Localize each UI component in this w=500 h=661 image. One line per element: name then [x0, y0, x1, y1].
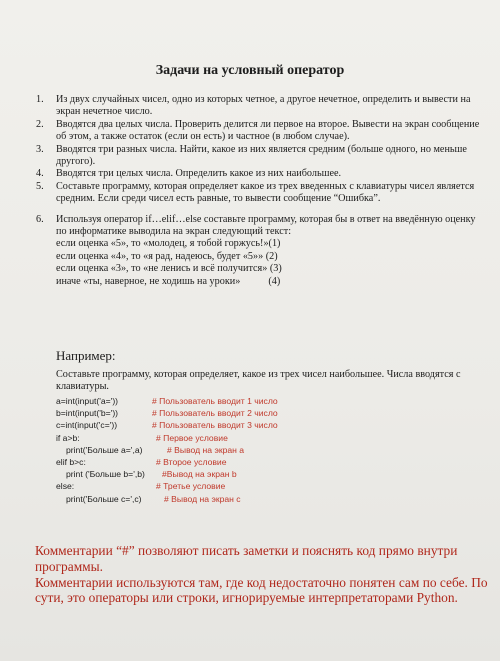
task-number: 6.	[36, 213, 44, 225]
condition-line: если оценка «3», то «не ленись и всё получится» (3)	[56, 263, 282, 275]
code-comment: # Пользователь вводит 3 число	[152, 420, 278, 431]
task-text: Вводятся три разных числа. Найти, какое из них является средним (больше одного, но меньше другого).	[56, 143, 467, 168]
code-comment: # Третье условие	[156, 481, 226, 492]
code-text: if a>b:	[56, 432, 80, 443]
code-text: else:	[56, 481, 75, 492]
task-list	[36, 94, 488, 288]
code-text: print('Больше a=',a)	[66, 444, 143, 455]
code-text: a=int(input('a='))	[56, 396, 119, 406]
code-line	[56, 469, 476, 481]
code-line	[56, 494, 476, 506]
code-text: b=int(input('b='))	[56, 408, 119, 419]
comments-note	[35, 543, 490, 606]
code-comment: # Пользователь вводит 2 число	[152, 408, 278, 419]
code-line	[56, 433, 476, 445]
example-heading: Например:	[56, 348, 116, 363]
condition-line: иначе «ты, наверное, не ходишь на уроки» (4)	[56, 275, 281, 287]
code-text: elif b>c:	[56, 456, 86, 467]
task-number: 1.	[36, 94, 44, 105]
task-text: Составьте программу, которая определяет какое из трех введенных с клавиатуры чисел является средним. Если среди чисел есть равные, то вывести сообщение “Ошибка”.	[56, 180, 475, 205]
task-number: 4.	[36, 168, 44, 180]
task-item	[36, 119, 488, 144]
condition-line: если оценка «5», то «молодец, я тобой горжусь!»(1)	[56, 238, 281, 250]
code-line	[56, 457, 476, 469]
task-number: 5.	[36, 180, 44, 192]
code-comment: # Вывод на экран а	[167, 444, 245, 455]
task-text: Из двух случайных чисел, одно из которых четное, а другое нечетное, определить и вывести на экран нечетное число.	[56, 94, 471, 118]
example-description: Составьте программу, которая определяет, какое из трех чисел наибольшее. Числа вводятся с клавиатуры.	[56, 369, 461, 392]
code-text: print('Больше c=',c)	[66, 493, 142, 504]
code-comment: # Первое условие	[156, 432, 228, 443]
task-item	[36, 181, 488, 206]
task-item	[36, 94, 488, 119]
code-line	[56, 408, 476, 420]
task-6-conditions	[56, 238, 488, 288]
task-item	[36, 168, 488, 180]
code-line	[56, 445, 476, 457]
task-number: 3.	[36, 143, 44, 155]
page-title: Задачи на условный оператор	[155, 63, 345, 78]
task-6-body	[56, 214, 488, 288]
task-text: Вводятся три целых числа. Определить какое из них наибольшее.	[56, 168, 342, 180]
task-item	[36, 144, 488, 169]
code-comment: #Вывод на экран b	[162, 469, 237, 480]
code-comment: # Вывод на экран с	[164, 493, 241, 504]
code-line	[56, 481, 476, 493]
task-text: Вводятся два целых числа. Проверить делится ли первое на второе. Вывести на экран сообщение об этом, а также остаток (если он есть) и частное (в любом случае).	[56, 118, 480, 143]
task-6-intro: Используя оператор if…elif…else составьте программу, которая бы в ответ на введённую оценку по информатике выводила на экран следующий текст:	[56, 213, 476, 238]
code-line	[56, 396, 476, 408]
comments-note-paragraph: Комментарии “#” позволяют писать заметки и пояснять код прямо внутри программы.	[35, 543, 458, 574]
code-text: print ('Больше b=',b)	[66, 469, 145, 480]
comments-note-paragraph: Комментарии используются там, где код недостаточно понятен сам по себе. По сути, это операторы или строки, игнорируемые интерпретаторами Python.	[35, 574, 488, 606]
code-comment: # Пользователь вводит 1 число	[152, 396, 278, 406]
condition-line: если оценка «4», то «я рад, надеюсь, будет «5»» (2)	[56, 250, 278, 262]
task-item-6	[36, 214, 488, 288]
code-line	[56, 420, 476, 432]
task-number: 2.	[36, 118, 44, 130]
code-example	[56, 396, 476, 506]
code-comment: # Второе условие	[156, 456, 227, 467]
code-text: c=int(input('c='))	[56, 420, 118, 431]
